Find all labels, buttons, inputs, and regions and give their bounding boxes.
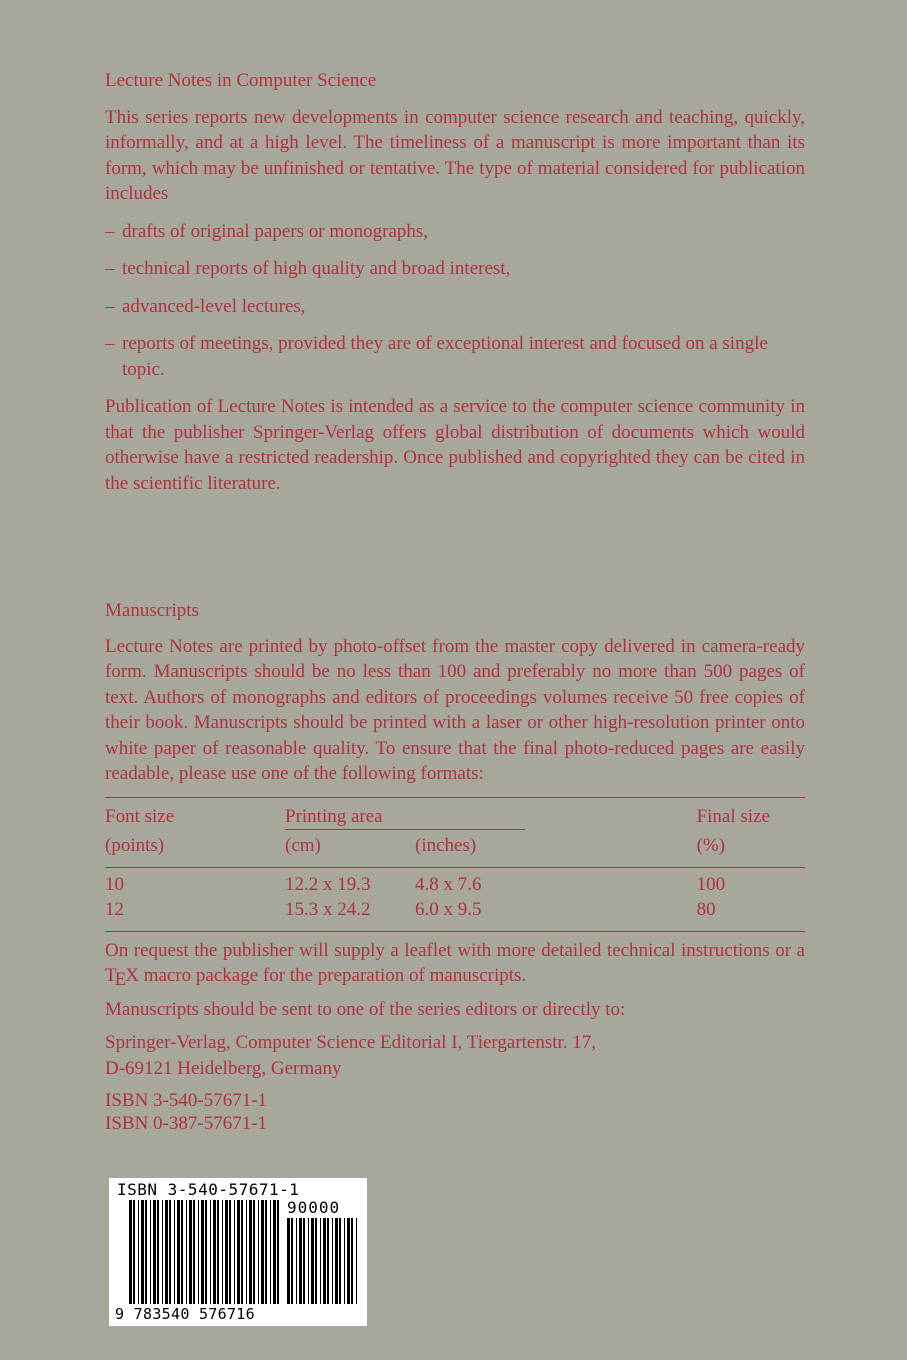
- col-header-font-size: Font size: [105, 805, 175, 827]
- barcode-bar: [141, 1200, 144, 1304]
- barcode-bar: [210, 1200, 211, 1304]
- barcode-bar: [296, 1218, 297, 1304]
- isbn-text: ISBN 3-540-57671-1: [105, 1090, 268, 1111]
- manuscripts-heading: Manuscripts: [105, 600, 199, 621]
- table-row: 12 15.3 x 24.2 6.0 x 9.5 80: [105, 899, 716, 920]
- barcode-bar: [315, 1218, 317, 1304]
- table-row: 10 12.2 x 19.3 4.8 x 7.6 100: [105, 873, 726, 895]
- intro-paragraph: This series reports new developments in computer science research and teaching, quickly, informally, and at a high level. The timeliness of a manuscript is more important than its form, which may be unfinished or tentative. The type of material considered for publication includes: [105, 106, 805, 204]
- barcode-bar: [133, 1200, 135, 1304]
- printing-area-rule: [285, 829, 525, 830]
- barcode-bar: [234, 1200, 235, 1304]
- col-subheader-inches: (inches): [415, 835, 477, 856]
- barcode-bar: [153, 1200, 156, 1304]
- barcode-bar: [165, 1200, 168, 1304]
- barcode-bar: [344, 1218, 345, 1304]
- barcode-bar: [311, 1218, 314, 1304]
- barcode-bar: [217, 1200, 219, 1304]
- barcode-bars: [109, 1178, 367, 1326]
- barcode-bar: [169, 1200, 171, 1304]
- dash-marker: –: [105, 220, 115, 242]
- barcode-bar: [205, 1200, 207, 1304]
- isbn-block: [105, 1089, 805, 1135]
- barcode-bar: [229, 1200, 231, 1304]
- barcode-bar: [129, 1200, 132, 1304]
- material-list: [105, 219, 805, 383]
- barcode-bar: [162, 1200, 163, 1304]
- list-item: – reports of meetings, provided they are of exceptional interest and focused on a single topic.: [105, 333, 768, 380]
- barcode-bar: [213, 1200, 216, 1304]
- barcode-bar: [351, 1218, 353, 1304]
- barcode-bar: [339, 1218, 341, 1304]
- barcode-bar: [253, 1200, 255, 1304]
- list-item: – technical reports of high quality and broad interest,: [105, 256, 805, 282]
- manuscripts-paragraph: Lecture Notes are printed by photo-offset from the master copy delivered in camera-ready form. Manuscripts should be no less than 100 and preferably no more than 500 pages of text. Authors of monographs and editors of proceedings volumes receive 50 free copies of their book. Manuscripts should be printed with a laser or other high-resolution printer onto white paper of reasonable quality. To ensure that the final photo-reduced pages are easily readable, please use one of the following formats:: [105, 635, 805, 784]
- col-subheader-points: (points): [105, 835, 165, 856]
- barcode-bar: [270, 1200, 271, 1304]
- barcode-bar: [189, 1200, 192, 1304]
- tex-logo: TEX: [105, 965, 139, 990]
- barcode-bar: [157, 1200, 159, 1304]
- barcode-bar: [201, 1200, 204, 1304]
- dash-marker: –: [105, 333, 115, 354]
- barcode-bar: [356, 1218, 357, 1304]
- barcode-bar: [150, 1200, 151, 1304]
- formats-table: [105, 797, 805, 932]
- send-line: Manuscripts should be sent to one of the series editors or directly to:: [105, 998, 626, 1020]
- barcode-bar: [138, 1200, 139, 1304]
- barcode-addon-text: 90000: [287, 1198, 341, 1217]
- barcode-bar: [181, 1200, 183, 1304]
- request-paragraph: On request the publisher will supply a leaflet with more detailed technical instructions or a TEX macro package for the preparation of manuscripts.: [105, 939, 805, 990]
- barcode-bar: [308, 1218, 309, 1304]
- barcode-bar: [145, 1200, 147, 1304]
- barcode-bar: [258, 1200, 259, 1304]
- col-subheader-percent: (%): [696, 835, 726, 856]
- barcode-bar: [222, 1200, 223, 1304]
- address-line: Springer-Verlag, Computer Science Editorial I, Tiergartenstr. 17,: [105, 1032, 597, 1053]
- barcode-bar: [335, 1218, 338, 1304]
- col-header-printing-area: Printing area: [285, 805, 383, 827]
- col-subheader-cm: (cm): [285, 835, 321, 856]
- list-item: – advanced-level lectures,: [105, 294, 805, 320]
- barcode-bar: [241, 1200, 243, 1304]
- barcode-bar: [261, 1200, 264, 1304]
- barcode-bar: [225, 1200, 228, 1304]
- isbn-barcode: [109, 1178, 367, 1326]
- barcode-bar: [174, 1200, 175, 1304]
- list-item: – drafts of original papers or monographs,: [105, 219, 805, 245]
- barcode-bar: [193, 1200, 195, 1304]
- barcode-top-text: ISBN 3-540-57671-1: [117, 1180, 300, 1199]
- barcode-bar: [299, 1218, 302, 1304]
- address-line: D-69121 Heidelberg, Germany: [105, 1057, 342, 1079]
- publication-paragraph: Publication of Lecture Notes is intended as a service to the computer science community in that the publisher Springer-Verlag offers global distribution of documents which would otherwise have a restricted readership. Once published and copyrighted they can be cited in the scientific literature.: [105, 396, 805, 494]
- barcode-bar: [323, 1218, 326, 1304]
- barcode-bar: [246, 1200, 247, 1304]
- barcode-bar: [198, 1200, 199, 1304]
- barcode-bar: [291, 1218, 293, 1304]
- barcode-bar: [332, 1218, 333, 1304]
- isbn-text: ISBN 0-387-57671-1: [105, 1113, 268, 1134]
- barcode-bar: [327, 1218, 329, 1304]
- barcode-bar: [320, 1218, 321, 1304]
- manuscripts-section: [105, 598, 805, 1135]
- barcode-bar: [277, 1200, 279, 1304]
- barcode-bar: [287, 1218, 290, 1304]
- barcode-bottom-text: 9 783540 576716: [115, 1305, 255, 1323]
- intro-section: [105, 68, 805, 496]
- barcode-bar: [186, 1200, 187, 1304]
- address: [105, 1030, 805, 1081]
- barcode-bar: [273, 1200, 276, 1304]
- barcode-bar: [303, 1218, 305, 1304]
- col-header-final-size: Final size: [696, 805, 770, 827]
- barcode-bar: [237, 1200, 240, 1304]
- dash-marker: –: [105, 258, 115, 279]
- barcode-bar: [177, 1200, 180, 1304]
- dash-marker: –: [105, 295, 115, 317]
- series-title: Lecture Notes in Computer Science: [105, 70, 377, 91]
- barcode-bar: [347, 1218, 350, 1304]
- barcode-bar: [249, 1200, 252, 1304]
- barcode-bar: [265, 1200, 267, 1304]
